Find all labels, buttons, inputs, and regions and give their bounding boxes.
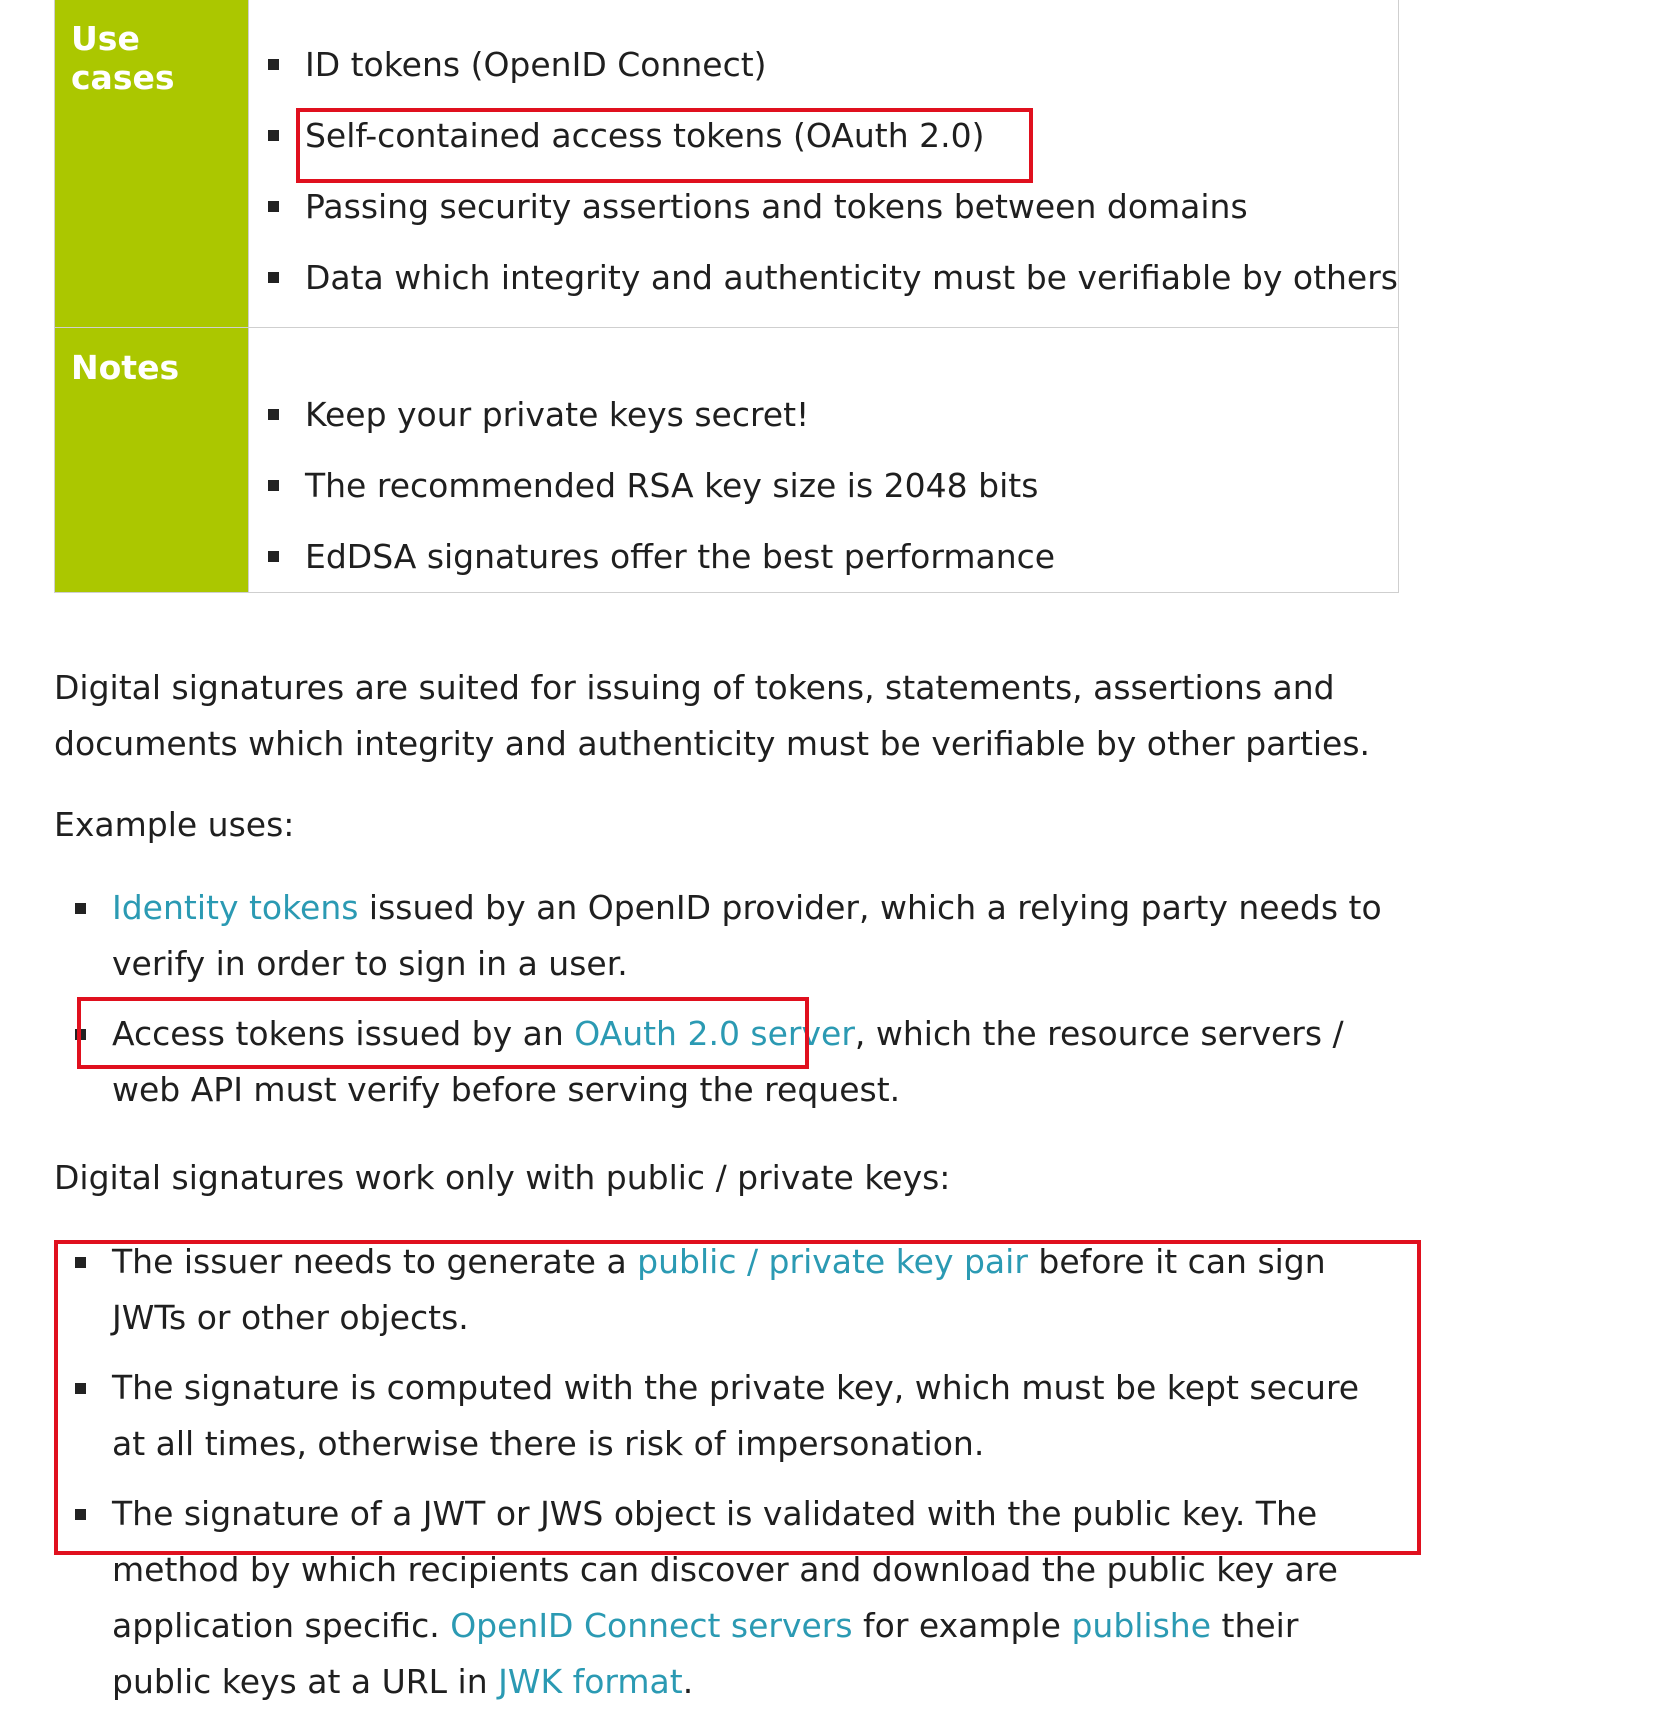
example-uses-heading: Example uses: <box>54 805 295 844</box>
keys-text: . <box>682 1662 694 1701</box>
example-text: , which the resource servers / web API must verify before serving the request. <box>112 1014 1344 1109</box>
publishe-link[interactable]: publishe <box>1071 1606 1212 1645</box>
list-item <box>54 880 1394 992</box>
intro-paragraph: Digital signatures are suited for issuing of tokens, statements, assertions and documents which integrity and authenticity must be verifiable by other parties. <box>54 668 1371 763</box>
openid-connect-servers-link[interactable]: OpenID Connect servers <box>450 1606 853 1645</box>
keys-heading: Digital signatures work only with public / private keys: <box>54 1158 951 1197</box>
notes-label: Notes <box>55 328 249 593</box>
use-cases-list <box>249 0 1398 313</box>
list-item <box>54 1486 1394 1710</box>
identity-tokens-link[interactable]: Identity tokens <box>112 888 359 927</box>
list-item <box>54 1234 1394 1346</box>
use-cases-label: Use cases <box>55 0 249 328</box>
keys-list <box>54 1234 1394 1724</box>
keys-text: their public keys at a URL in <box>112 1606 1299 1701</box>
table-row-notes <box>55 328 1399 593</box>
notes-cell <box>248 328 1398 593</box>
notes-list <box>249 328 1398 592</box>
list-item: Self-contained access tokens (OAuth 2.0) <box>249 100 1398 171</box>
table-row-use-cases <box>55 0 1399 328</box>
use-cases-cell <box>248 0 1398 328</box>
list-item: Data which integrity and authenticity must be verifiable by others <box>249 242 1398 313</box>
keys-text: for example <box>852 1606 1072 1645</box>
keys-text: The issuer needs to generate a <box>112 1242 638 1281</box>
example-text: Access tokens issued by an <box>112 1014 575 1053</box>
list-item: Keep your private keys secret! <box>249 379 1398 450</box>
keys-text: before it can sign JWTs or other objects. <box>112 1242 1326 1337</box>
key-pair-link[interactable]: public / private key pair <box>637 1242 1028 1281</box>
list-item <box>54 1006 1394 1118</box>
example-text: issued by an OpenID provider, which a relying party needs to verify in order to sign in a user. <box>112 888 1382 983</box>
keys-text: The signature of a JWT or JWS object is validated with the public key. The method by which recipients can discover and download the public key are application specific. <box>112 1494 1338 1645</box>
list-item: EdDSA signatures offer the best performance <box>249 521 1398 592</box>
jwk-format-link[interactable]: JWK format <box>498 1662 683 1701</box>
example-uses-list <box>54 880 1394 1132</box>
list-item <box>54 1360 1394 1472</box>
list-item: The recommended RSA key size is 2048 bits <box>249 450 1398 521</box>
list-item: Passing security assertions and tokens between domains <box>249 171 1398 242</box>
info-table <box>54 0 1399 593</box>
oauth-server-link[interactable]: OAuth 2.0 server <box>574 1014 855 1053</box>
keys-text: The signature is computed with the private key, which must be kept secure at all times, otherwise there is risk of impersonation. <box>112 1368 1360 1463</box>
list-item: ID tokens (OpenID Connect) <box>249 29 1398 100</box>
